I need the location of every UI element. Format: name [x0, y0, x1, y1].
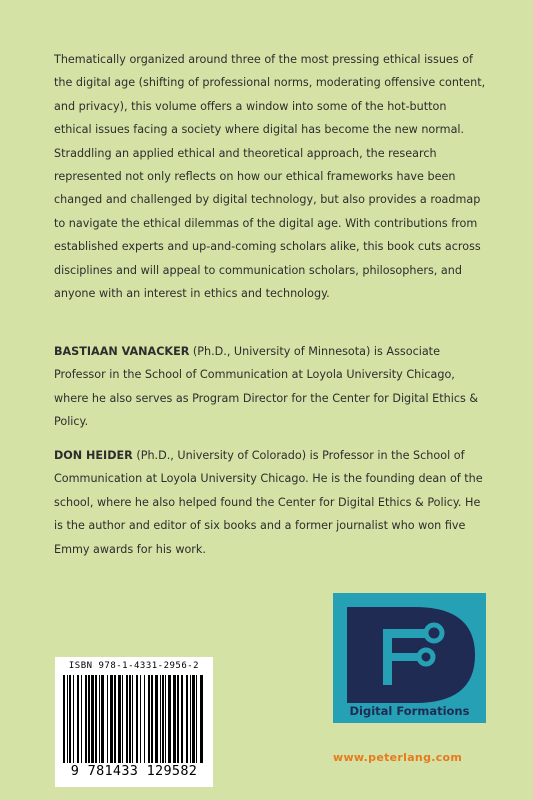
- barcode-digits: 9 781433 129582: [70, 763, 198, 779]
- isbn-barcode: [55, 657, 213, 787]
- back-cover-blurb: Thematically organized around three of the most pressing ethical issues of the digital age (shifting of professional norms, moderating offensive content, and privacy), this volume offers a window into some of the hot-button ethical issues facing a society where digital has become the new normal. Straddling an applied ethical and theoretical approach, the research represented not only reflects on how our ethical frameworks have been changed and challenged by digital technology, but also provides a roadmap to navigate the ethical dilemmas of the digital age. With contributions from established experts and up-and-coming scholars alike, this book cuts across disciplines and will appeal to communication scholars, philosophers, and anyone with an interest in ethics and technology.: [54, 53, 486, 301]
- publisher-url: www.peterlang.com: [333, 751, 463, 764]
- author-bio-text: (Ph.D., University of Minnesota) is Associate Professor in the School of Communication at Loyola University Chicago, where he also serves as Program Director for the Center for Digital Ethics & Policy.: [54, 345, 479, 429]
- series-name: Digital Formations: [349, 704, 470, 718]
- author-bio-text: (Ph.D., University of Colorado) is Professor in the School of Communication at Loyola University Chicago. He is the founding dean of the school, where he also helped found the Center for Digital Ethics & Policy. He is the author and editor of six books and a former journalist who won five Emmy awards for his work.: [54, 449, 483, 556]
- isbn-label: ISBN 978-1-4331-2956-2: [68, 661, 200, 671]
- barcode-bars: [63, 675, 207, 763]
- author-bio-heider: [54, 444, 486, 561]
- author-bio-vanacker: [54, 340, 486, 434]
- author-name: BASTIAAN VANACKER: [54, 345, 190, 358]
- author-name: DON HEIDER: [54, 449, 133, 462]
- series-logo: [333, 593, 486, 723]
